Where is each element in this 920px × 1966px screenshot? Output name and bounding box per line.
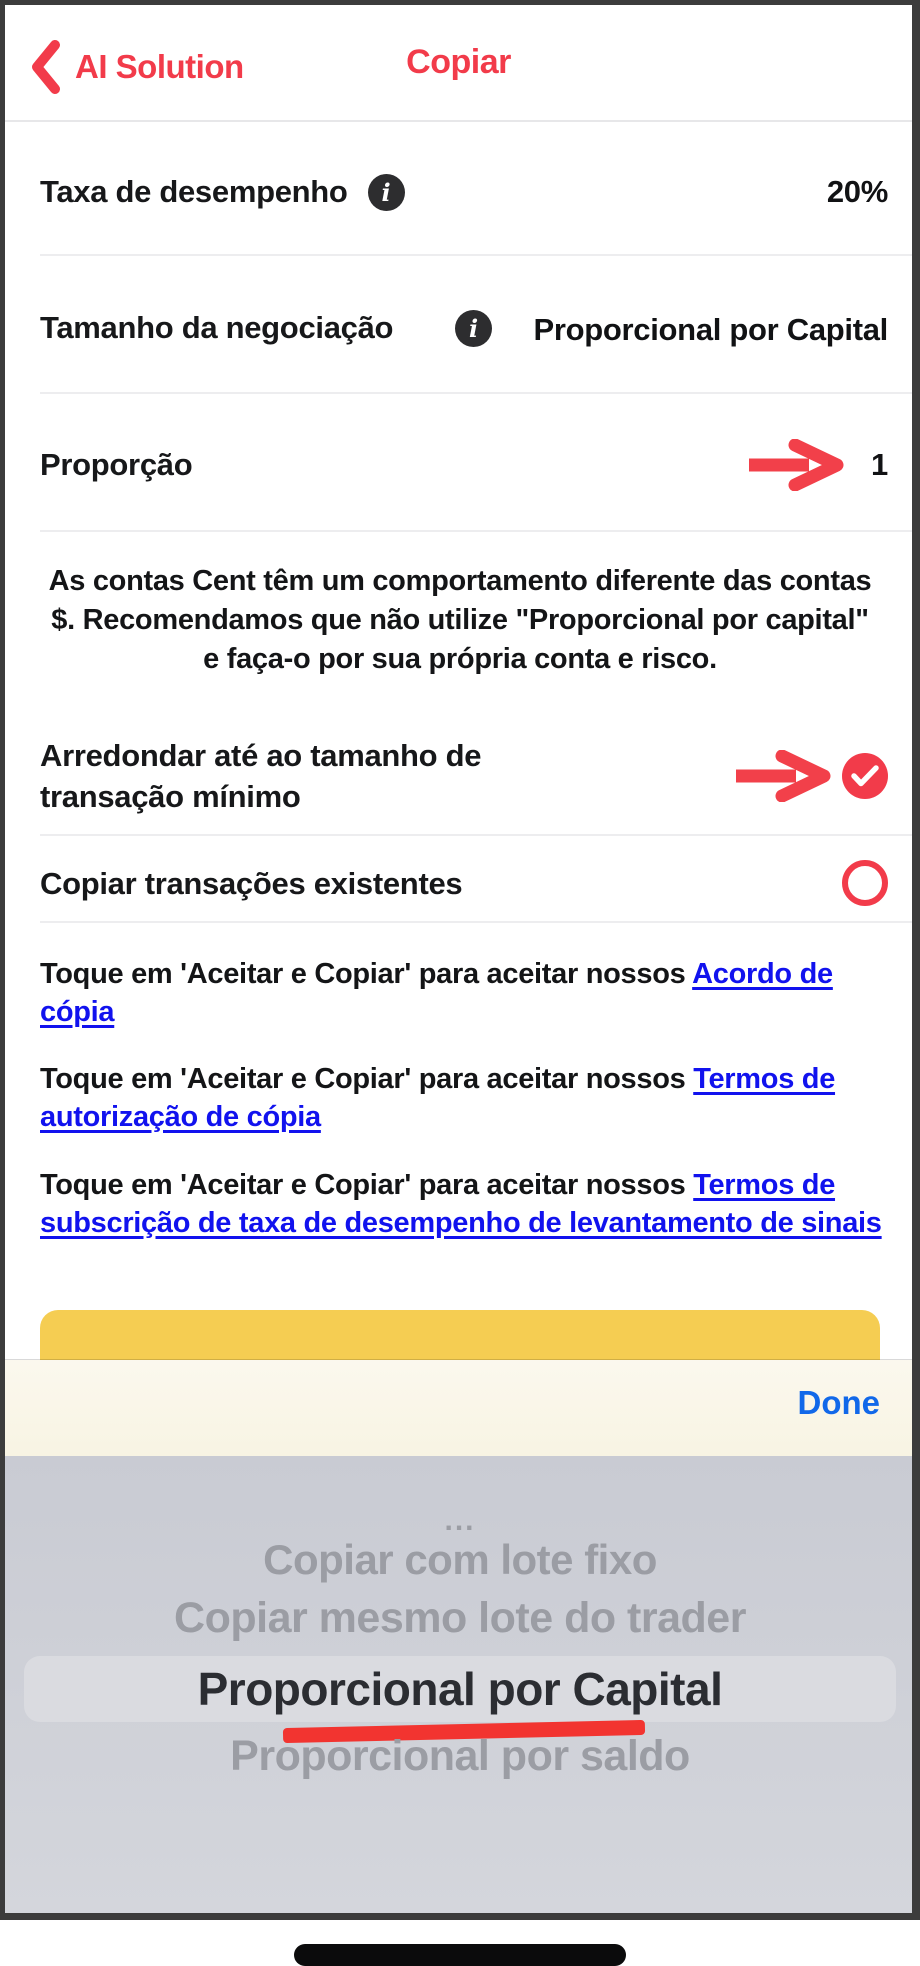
cent-account-warning: As contas Cent têm um comportamento diferente das contas $. Recomendamos que não utilize "Proporcional por capital" e faça-o por sua própria conta e risco. [48, 565, 872, 675]
ratio-value: 1 [871, 447, 888, 482]
checkbox-checked-icon[interactable] [842, 753, 888, 799]
row-copy-existing [40, 852, 888, 914]
agreement-paragraph [40, 1166, 886, 1242]
agreement-paragraph [40, 1060, 886, 1136]
picker-item-same-lot[interactable]: Copiar mesmo lote do trader [174, 1594, 746, 1642]
divider [40, 921, 920, 923]
page-title: Copiar [406, 43, 511, 81]
picker-item-proportional-balance[interactable]: Proporcional por saldo [230, 1732, 690, 1780]
agreement-paragraph [40, 955, 886, 1031]
performance-fee-terms-link[interactable]: Termos de subscrição de taxa de desempenho de levantamento de sinais [40, 1169, 882, 1239]
divider [40, 392, 920, 394]
picker-toolbar [0, 1360, 920, 1456]
divider [40, 834, 920, 836]
picker-item-fixed-lot[interactable]: Copiar com lote fixo [263, 1536, 657, 1583]
divider [40, 530, 920, 532]
picker-item-proportional-capital: Proporcional por Capital [197, 1663, 723, 1715]
red-arrow-annotation-icon [732, 750, 836, 802]
row-ratio[interactable] [40, 423, 888, 507]
ratio-label: Proporção [40, 447, 193, 482]
trade-size-picker[interactable] [0, 1456, 920, 1920]
copy-existing-label: Copiar transações existentes [40, 865, 463, 901]
performance-fee-label: Taxa de desempenho [40, 174, 348, 209]
trade-size-value: Proporcional por Capital [533, 312, 888, 347]
trade-size-label: Tamanho da negociação [40, 310, 394, 345]
picker-selected-row[interactable] [24, 1656, 896, 1722]
picker-sheet [0, 1360, 920, 1920]
agreement-prefix: Toque em 'Aceitar e Copiar' para aceitar nossos [40, 1169, 686, 1201]
home-indicator[interactable] [294, 1944, 626, 1966]
checkmark-icon [851, 765, 879, 787]
back-button-label: AI Solution [75, 48, 244, 85]
row-round-min [40, 728, 888, 824]
performance-fee-value: 20% [826, 174, 888, 209]
red-arrow-annotation-icon [745, 439, 849, 491]
picker-item-overflow[interactable]: ... [444, 1504, 476, 1537]
copy-agreement-link[interactable]: Acordo de cópia [40, 958, 833, 1028]
agreement-prefix: Toque em 'Aceitar e Copiar' para aceitar nossos [40, 1063, 686, 1095]
divider [40, 254, 920, 256]
info-icon[interactable]: i [368, 174, 405, 211]
checkbox-unchecked-icon[interactable] [842, 860, 888, 906]
row-trade-size[interactable] [40, 288, 888, 372]
agreement-prefix: Toque em 'Aceitar e Copiar' para aceitar nossos [40, 958, 686, 990]
round-min-label: Arredondar até ao tamanho de transação mínimo [40, 738, 482, 814]
copy-authorization-terms-link[interactable]: Termos de autorização de cópia [40, 1063, 836, 1133]
done-button[interactable]: Done [797, 1384, 880, 1421]
info-icon[interactable]: i [455, 310, 492, 347]
row-performance-fee [40, 150, 888, 234]
nav-bar [5, 5, 912, 122]
